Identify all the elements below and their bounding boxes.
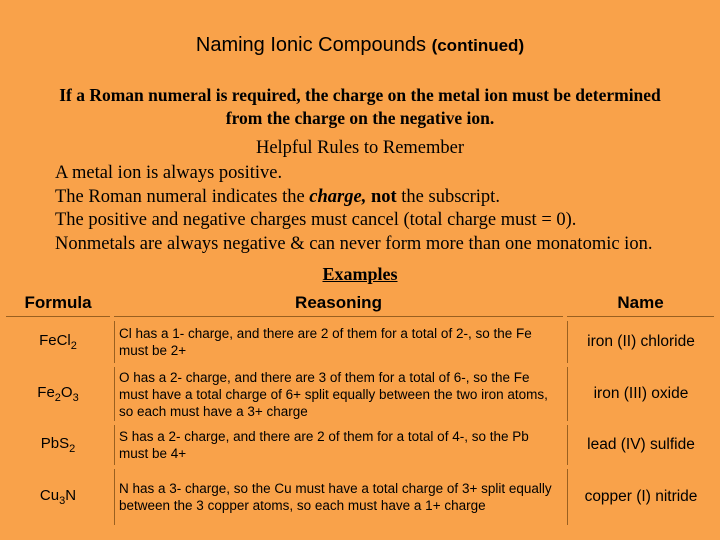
name-cell: iron (II) chloride (567, 321, 714, 363)
rule-item: Nonmetals are always negative & can never form more than one monatomic ion. (55, 233, 653, 254)
reasoning-cell: O has a 2- charge, and there are 3 of them for a total of 6-, so the Fe must have a total charge of 6+ split equally between the two iron atoms, so each must have a 3+ charge (114, 367, 563, 421)
table-header-row (6, 290, 714, 317)
formula-cell: PbS$_2$ (40, 435, 76, 455)
table-row (6, 425, 714, 465)
title-continued: (continued) (431, 36, 525, 55)
rules-heading: Helpful Rules to Remember (255, 138, 465, 158)
header-formula: Formula (6, 290, 110, 317)
examples-heading: Examples (322, 264, 398, 284)
rule-item (55, 186, 652, 210)
table-row (6, 321, 714, 363)
intro-text: If a Roman numeral is required, the charge on the metal ion must be determined from the charge on the negative ion. (59, 85, 661, 128)
header-name: Name (567, 290, 714, 317)
reasoning-cell: S has a 2- charge, and there are 2 of them for a total of 4-, so the Pb must be 4+ (114, 425, 563, 465)
rule-item: The positive and negative charges must cancel (total charge must = 0). (55, 210, 577, 230)
rule-text: the subscript. (396, 186, 500, 207)
rule-text: The Roman numeral indicates the (55, 186, 310, 207)
reasoning-cell: N has a 3- charge, so the Cu must have a total charge of 3+ split equally between the 3 copper atoms, so each must have a 1+ charge (114, 469, 563, 525)
header-reasoning: Reasoning (114, 290, 563, 317)
rule-item: A metal ion is always positive. (55, 163, 283, 183)
page-title (0, 34, 720, 57)
title-main: Naming Ionic Compounds (195, 34, 426, 56)
formula-cell: FeCl$_2$ (39, 332, 77, 352)
formula-cell: $Fe_2O_3$ (37, 384, 79, 404)
rule-emphasis: charge, (309, 186, 367, 207)
examples-table (2, 286, 718, 529)
reasoning-cell: Cl has a 1- charge, and there are 2 of them for a total of 2-, so the Fe must be 2+ (114, 321, 563, 363)
formula-cell: $Cu_3N$ (39, 487, 77, 507)
name-cell: lead (IV) sulfide (567, 425, 714, 465)
rule-emphasis: not (366, 186, 397, 207)
rules-list (55, 162, 652, 256)
table-row (6, 469, 714, 525)
name-cell: copper (I) nitride (567, 469, 714, 525)
table-row (6, 367, 714, 421)
name-cell: iron (III) oxide (567, 367, 714, 421)
